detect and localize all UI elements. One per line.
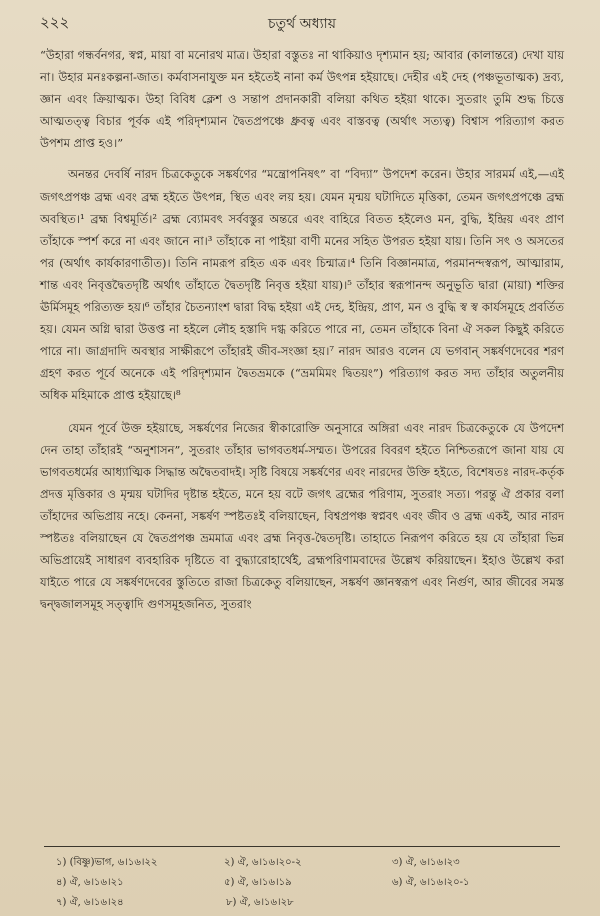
page-number: ২২২ [40, 13, 70, 31]
footnote-row [56, 893, 560, 913]
chapter-title: চতুর্থ অধ্যায় [268, 16, 336, 32]
footnote-7: ৭) ঐ, ৬।১৬।২৪ [56, 897, 124, 908]
footnote-6: ৬) ঐ, ৬।১৬।২০-১ [392, 877, 470, 888]
footnote-4: ৪) ঐ, ৬।১৬।২১ [56, 877, 124, 888]
footnote-8: ৮) ঐ, ৬।১৬।২৮ [226, 897, 294, 908]
page-header [40, 0, 564, 42]
paragraph-advaita-conclusion: যেমন পূর্বে উক্ত হইয়াছে, সঙ্কর্ষণের নিজের স্বীকারোক্তি অনুসারে অঙ্গিরা এবং নারদ চিত্রকেতুকে যে উপদেশ দেন তাহা তাঁহারই “অনুশাসন”, সুতরাং তাঁহার ভাগবতধর্ম-সম্মত। উপরের বিবরণ হইতে নিশ্চিতরূপে জানা যায় যে ভাগবতধর্মের আধ্যাত্মিক সিদ্ধান্ত অদ্বৈতবাদই। সৃষ্টি বিষয়ে সঙ্কর্ষণের এবং নারদের উক্তি হইতে, বিশেষতঃ নারদ-কর্তৃক প্রদত্ত মৃত্তিকার ও মৃন্ময় ঘটাদির দৃষ্টান্ত হইতে, মনে হয় বটে জগৎ ব্রহ্মের পরিণাম, সুতরাং সত্য। পরন্তু ঐ প্রকার বলা তাঁহাদের অভিপ্রায় নহে। কেননা, সঙ্কর্ষণ স্পষ্টতঃই বলিয়াছেন, বিশ্বপ্রপঞ্চ স্বপ্নবৎ এবং জীব ও ব্রহ্ম একই, আর নারদ স্পষ্টতঃ বলিয়াছেন যে দ্বৈতপ্রপঞ্চ ভ্রমমাত্র এবং ব্রহ্ম নিবৃত্ত-দ্বৈতদৃষ্টি। তাহাতে নিরূপণ করিতে হয় যে তাঁহারা ভিন্ন অভিপ্রায়েই সাধারণ ব্যবহারিক দৃষ্টিতে বা বুদ্ধ্যারোহার্থেই, ব্রহ্মপরিণামবাদের উল্লেখ করিয়াছেন। ইহাও উল্লেখ করা যাইতে পারে যে সঙ্কর্ষণদেবের স্তুতিতে রাজা চিত্রকেতু বলিয়াছেন, সঙ্কর্ষণ জ্ঞানস্বরূপ এবং নির্গুণ, আর জীবের সমস্ত দ্বন্দ্বজালসমূহ সত্ত্বাদি গুণসমূহজনিত, সুতরাং [40, 420, 564, 612]
paragraph-quote: “উহারা গন্ধর্বনগর, স্বপ্ন, মায়া বা মনোরথ মাত্র। উহারা বস্তুতঃ না থাকিয়াও দৃশ্যমান হয়; আবার (কালান্তরে) দেখা যায় না। উহার মনঃকল্পনা-জাত। কর্মবাসনাযুক্ত মন হইতেই নানা কর্ম উৎপন্ন হইয়াছে। দেহীর এই দেহ (পঞ্চভূতাত্মক) দ্রব্য, জ্ঞান এবং ক্রিয়াত্মক। উহা বিবিধ ক্লেশ ও সন্তাপ প্রদানকারী বলিয়া কথিত হইয়া থাকে। সুতরাং তুমি শুদ্ধ চিত্তে আত্মতত্ত্ব বিচার পূর্বক এই পরিদৃশ্যমান দ্বৈতপ্রপঞ্চে ধ্রুবত্ব এবং বাস্তবত্ব (অর্থাৎ সত্যত্ব) বিশ্বাস পরিত্যাগ করত উপশম প্রাপ্ত হও।” [40, 48, 564, 151]
footnote-5: ৫) ঐ, ৬।১৬।১৯ [224, 877, 292, 888]
footnote-1: ১) (বিষ্ণু)ভাগ, ৬।১৬।২২ [56, 857, 158, 868]
footnote-2: ২) ঐ, ৬।১৬।২০-২ [224, 857, 302, 868]
paragraph-narada-teaching: অনন্তর দেবর্ষি নারদ চিত্রকেতুকে সঙ্কর্ষণের “মন্ত্রোপনিষৎ” বা “বিদ্যা” উপদেশ করেন। উহার সারমর্ম এই,—এই জগৎপ্রপঞ্চ ব্রহ্ম এবং ব্রহ্ম হইতে উৎপন্ন, স্থিত এবং লয় হয়। যেমন মৃন্ময় ঘটাদিতে মৃত্তিকা, তেমন জগৎপ্রপঞ্চে ব্রহ্ম অবস্থিত।¹ ব্রহ্ম বিশ্বমূর্তি।² ব্রহ্ম ব্যোমবৎ সর্ববস্তুর অন্তরে এবং বাহিরে বিতত হইলেও মন, বুদ্ধি, ইন্দ্রিয় এবং প্রাণ তাঁহাকে স্পর্শ করে না এবং জানে না।³ তাঁহাকে না পাইয়া বাণী মনের সহিত উপরত হইয়া যায়। তিনি সৎ ও অসতের পর (অর্থাৎ কার্যকারণাতীত)। তিনি নামরূপ রহিত এক এবং চিন্মাত্র।⁴ তিনি বিজ্ঞানমাত্র, পরমানন্দস্বরূপ, আত্মারাম, শান্ত এবং নিবৃত্তদ্বৈতদৃষ্টি অর্থাৎ তাঁহাতে দ্বৈতদৃষ্টি নিবৃত্ত হইয়া যায়)।⁵ তাঁহার স্বরূপানন্দ অনুভূতি দ্বারা (মায়া) শক্তির ঊর্মিসমূহ পরিত্যক্ত হয়।⁶ তাঁহার চৈতন্যাংশ দ্বারা বিদ্ধ হইয়া এই দেহ, ইন্দ্রিয়, প্রাণ, মন ও বুদ্ধি স্ব স্ব কার্যসমূহে প্রবর্তিত হয়। যেমন অগ্নি দ্বারা উত্তপ্ত না হইলে লৌহ হস্তাদি দগ্ধ করিতে পারে না, তেমন তাঁহাকে বিনা ঐ সকল কিছুই করিতে পারে না। জাগ্রদাদি অবস্থার সাক্ষীরূপে তাঁহারই জীব-সংজ্ঞা হয়।⁷ নারদ আরও বলেন যে ভগবান্ সঙ্কর্ষণদেবের শরণ গ্রহণ করত পূর্বে অনেকে এই পরিদৃশ্যমান দ্বৈতভ্রমকে (“ভ্রমমিমং দ্বিতয়ং”) পরিত্যাগ করত সদ্য তাঁহার অতুলনীয় অধিক মহিমাকে প্রাপ্ত হইয়াছে।⁸ [40, 167, 564, 403]
footnote-divider [44, 846, 560, 847]
footnote-row [56, 873, 560, 893]
footnote-3: ৩) ঐ, ৬।১৬।২৩ [392, 857, 460, 868]
footnote-row [56, 853, 560, 873]
footnotes [56, 853, 560, 913]
